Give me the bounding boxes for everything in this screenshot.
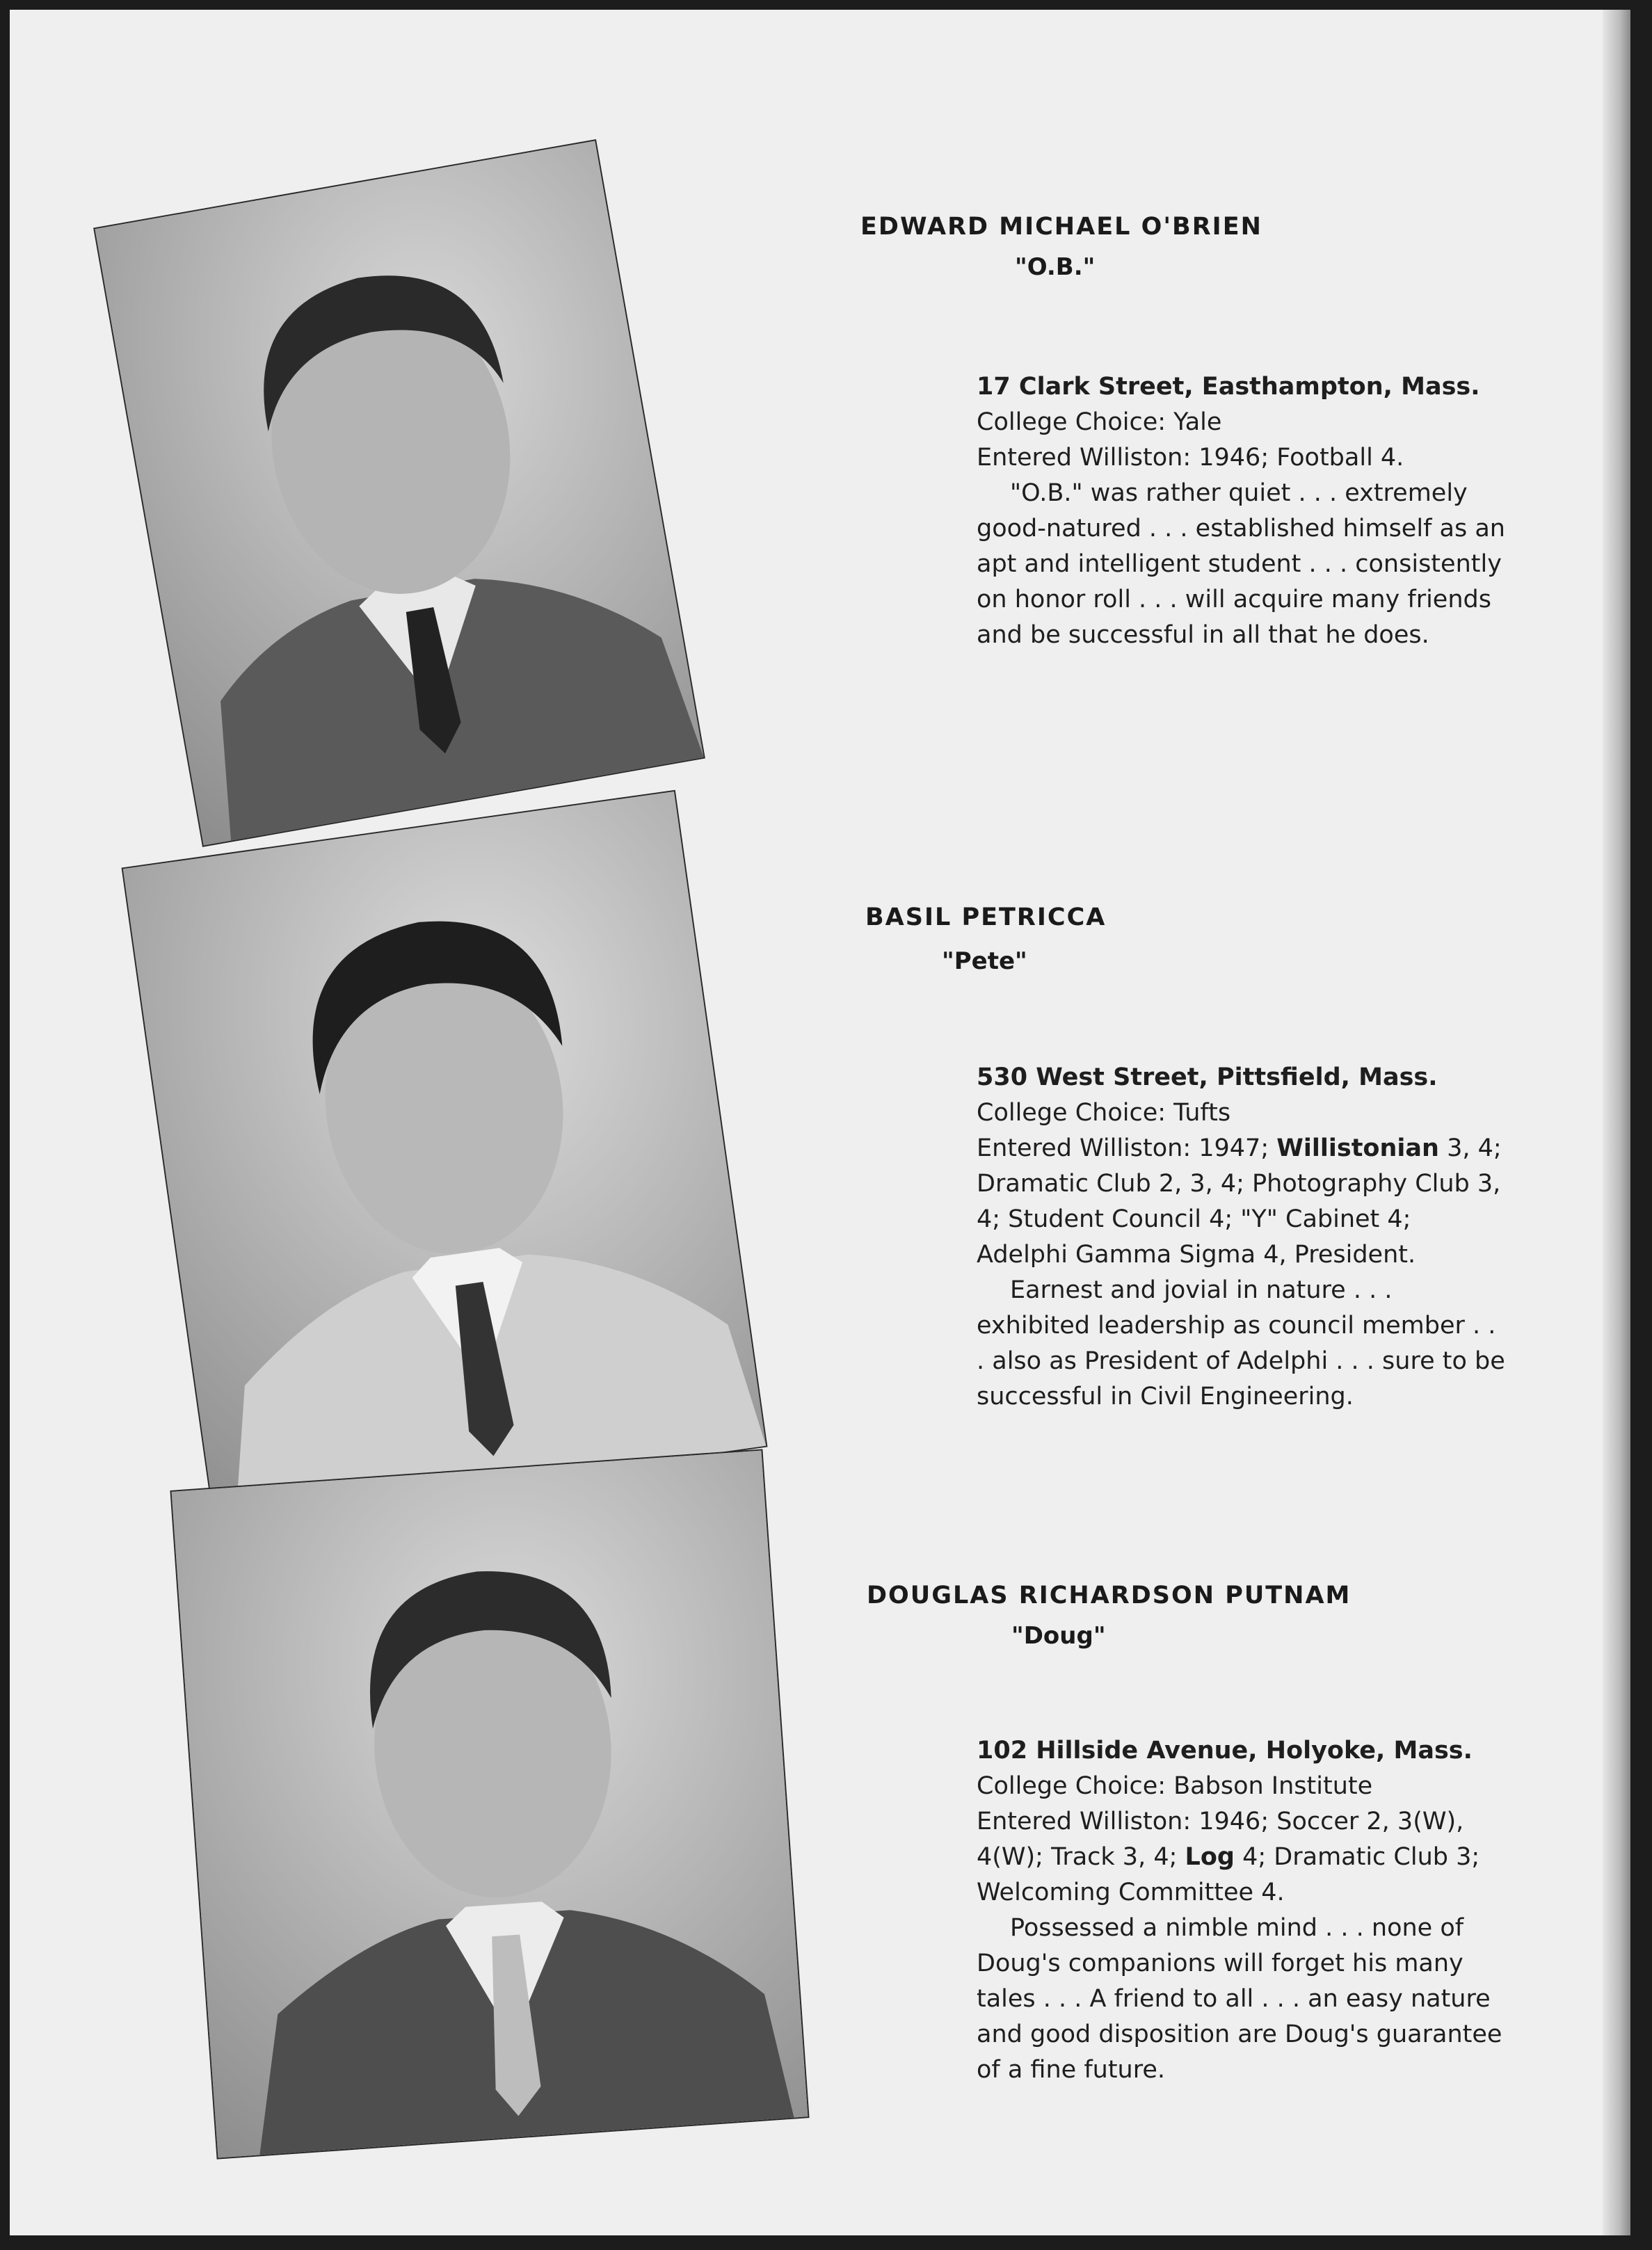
student-address: 530 West Street, Pittsfield, Mass.	[977, 1063, 1438, 1091]
college-choice: College Choice: Babson Institute	[977, 1772, 1373, 1800]
activities: Entered Williston: 1946; Football 4.	[977, 444, 1404, 472]
activities: Entered Williston: 1946; Soccer 2, 3(W), 4(W); Track 3, 4; Log 4; Dramatic Club 3; Welcoming Committee 4.	[977, 1808, 1480, 1906]
portrait-photo-obrien	[95, 140, 703, 845]
student-bio	[977, 1733, 1505, 2088]
student-address: 17 Clark Street, Easthampton, Mass.	[977, 373, 1480, 401]
college-choice: College Choice: Tufts	[977, 1099, 1231, 1127]
college-choice: College Choice: Yale	[977, 408, 1222, 436]
student-name: BASIL PETRICCA	[865, 903, 1107, 931]
student-bio	[977, 369, 1505, 653]
student-name: EDWARD MICHAEL O'BRIEN	[860, 213, 1262, 241]
portrait-photo-petricca	[123, 791, 766, 1523]
activities: Entered Williston: 1947; Willistonian 3, 4; Dramatic Club 2, 3, 4; Photography Club 3, 4; Student Council 4; "Y" Cabinet 4; Adelphi Gamma Sigma 4, President.	[977, 1134, 1502, 1269]
publication-name: Willistonian	[1276, 1134, 1439, 1162]
student-nickname: "Doug"	[1011, 1622, 1106, 1650]
yearbook-page	[10, 10, 1630, 2235]
student-name: DOUGLAS RICHARDSON PUTNAM	[867, 1582, 1352, 1609]
description: Possessed a nimble mind . . . none of Doug's companions will forget his many tales . . . A friend to all . . . an easy nature and good disposition are Doug's guarantee of a fine future.	[977, 1914, 1502, 2084]
description: Earnest and jovial in nature . . . exhibited leadership as council member . . . also as President of Adelphi . . . sure to be successful in Civil Engineering.	[977, 1276, 1505, 1411]
portrait-photo-putnam	[172, 1451, 808, 2158]
page-binding	[1603, 10, 1630, 2235]
description: "O.B." was rather quiet . . . extremely good-natured . . . established himself as an apt and intelligent student . . . consistently on honor roll . . . will acquire many friends and be successful in all that he does.	[977, 479, 1505, 649]
student-nickname: "Pete"	[942, 947, 1027, 975]
student-address: 102 Hillside Avenue, Holyoke, Mass.	[977, 1737, 1473, 1765]
student-nickname: "O.B."	[1015, 253, 1096, 281]
student-bio	[977, 1060, 1505, 1415]
publication-name: Log	[1185, 1843, 1235, 1871]
